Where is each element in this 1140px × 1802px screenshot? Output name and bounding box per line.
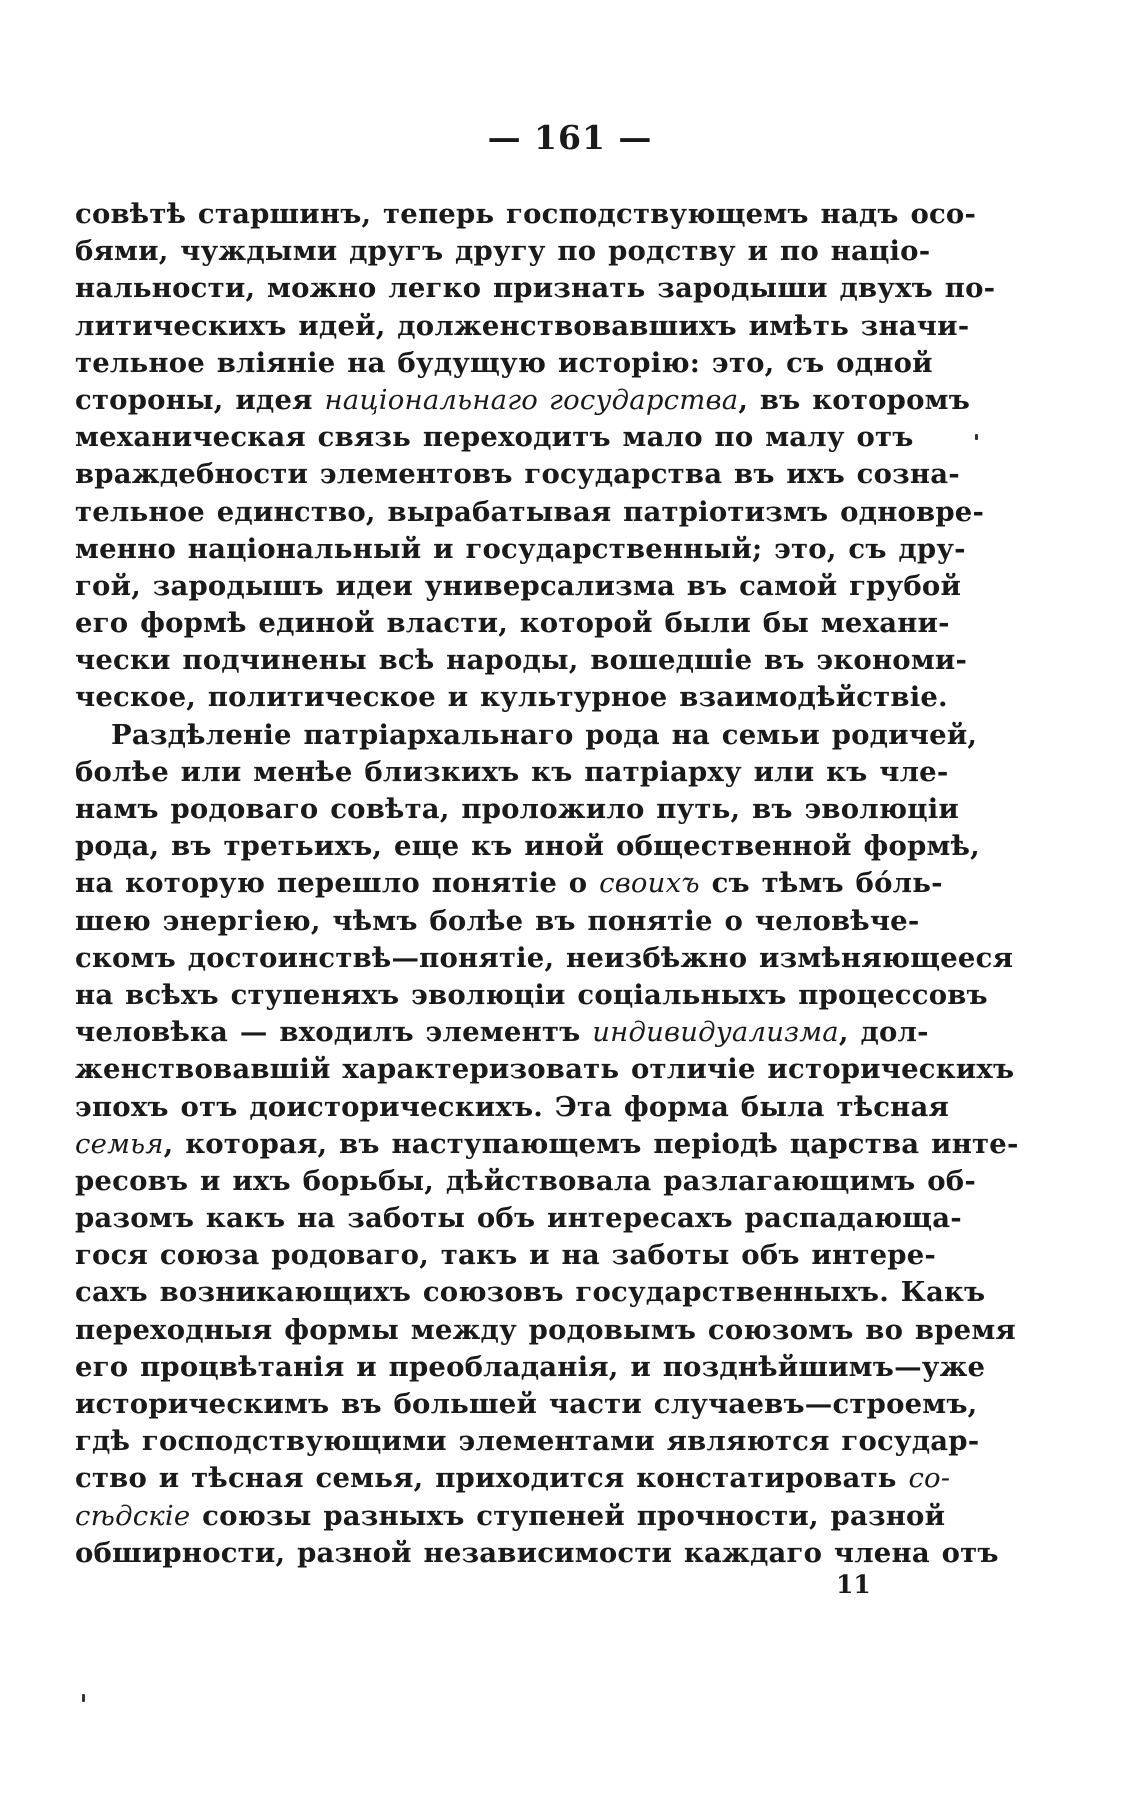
- text-line: намъ родоваго совѣта, проложило путь, въ эволюціи: [75, 793, 959, 825]
- print-speck: [975, 434, 978, 440]
- text-line: бями, чуждыми другъ другу по родству и по націо-: [75, 235, 931, 268]
- text-line: тельное вліяніе на будущую исторію: это, съ одной: [75, 346, 933, 379]
- text-line: менно національный и государственный; это, съ дру-: [75, 532, 966, 565]
- italic-term: индивидуализма: [592, 1016, 839, 1049]
- text-line: нальности, можно легко признать зародыши двухъ по-: [75, 272, 996, 305]
- text-line: сахъ возникающихъ союзовъ государственныхъ. Какъ: [75, 1276, 986, 1309]
- text-line: сѣдскіе союзы разныхъ ступеней прочности, разной: [75, 1499, 946, 1532]
- text-line: женствовавшій характеризовать отличіе историческихъ: [75, 1053, 1015, 1086]
- text-line: гой, зародышъ идеи универсализма въ самой грубой: [75, 569, 962, 602]
- text-line: обширности, разной независимости каждаго члена отъ: [75, 1536, 999, 1569]
- paragraph-2: [75, 717, 1019, 1572]
- text-line: человѣка — входилъ элементъ индивидуализма, дол-: [75, 1016, 929, 1049]
- page-number: — 161 —: [487, 118, 653, 157]
- italic-term: національнаго государства: [324, 383, 739, 416]
- text-line: ческое, политическое и культурное взаимодѣйствіе.: [75, 681, 948, 714]
- text-line: разомъ какъ на заботы объ интересахъ распадающа-: [75, 1202, 962, 1235]
- text-line: гдѣ господствующими элементами являются государ-: [75, 1425, 980, 1458]
- paragraph-1: [75, 196, 996, 717]
- text-line: переходныя формы между родовымъ союзомъ во время: [75, 1313, 1016, 1346]
- text-line: враждебности элементовъ государства въ ихъ созна-: [75, 458, 960, 491]
- text-line: совѣтѣ старшинъ, теперь господствующемъ надъ осо-: [75, 198, 977, 230]
- signature-mark: 11: [836, 1570, 871, 1599]
- text-line: скомъ достоинствѣ—понятіе, неизбѣжно измѣняющееся: [75, 941, 1014, 974]
- text-line: ство и тѣсная семья, приходится констатировать со-: [75, 1462, 951, 1495]
- text-line: на которую перешло понятіе о своихъ съ тѣмъ бóль-: [75, 867, 943, 900]
- text-line: болѣе или менѣе близкихъ къ патріарху или къ чле-: [75, 755, 949, 788]
- italic-term: сѣдскіе: [75, 1499, 191, 1532]
- text-line: Раздѣленіе патріархальнаго рода на семьи родичей,: [111, 718, 978, 751]
- text-line: чески подчинены всѣ народы, вошедшіе въ экономи-: [75, 644, 968, 677]
- italic-term: со-: [908, 1462, 951, 1495]
- text-line: стороны, идея національнаго государства, въ которомъ: [75, 383, 970, 416]
- text-line: на всѣхъ ступеняхъ эволюціи соціальныхъ процессовъ: [75, 978, 988, 1011]
- text-line: рода, въ третьихъ, еще къ иной общественной формѣ,: [75, 830, 980, 863]
- italic-term: семья: [75, 1127, 164, 1160]
- text-line: его формѣ единой власти, которой были бы механи-: [75, 607, 950, 640]
- text-line: механическая связь переходитъ мало по малу отъ: [75, 421, 914, 454]
- text-line: шею энергіею, чѣмъ болѣе въ понятіе о человѣче-: [75, 904, 920, 937]
- text-line: эпохъ отъ доисторическихъ. Эта форма была тѣсная: [75, 1090, 950, 1123]
- italic-term: своихъ: [599, 867, 700, 900]
- text-line: ресовъ и ихъ борьбы, дѣйствовала разлагающимъ об-: [75, 1164, 976, 1197]
- text-line: семья, которая, въ наступающемъ періодѣ царства инте-: [75, 1127, 1019, 1160]
- text-line: тельное единство, вырабатывая патріотизмъ одновре-: [75, 495, 985, 528]
- text-line: гося союза родоваго, такъ и на заботы объ интере-: [75, 1239, 937, 1272]
- text-line: его процвѣтанія и преобладанія, и позднѣйшимъ—уже: [75, 1350, 986, 1383]
- text-line: литическихъ идей, долженствовавшихъ имѣть значи-: [75, 309, 970, 342]
- body-text: [75, 196, 1019, 1572]
- text-line: историческимъ въ большей части случаевъ—строемъ,: [75, 1388, 978, 1420]
- print-speck: [82, 1694, 85, 1702]
